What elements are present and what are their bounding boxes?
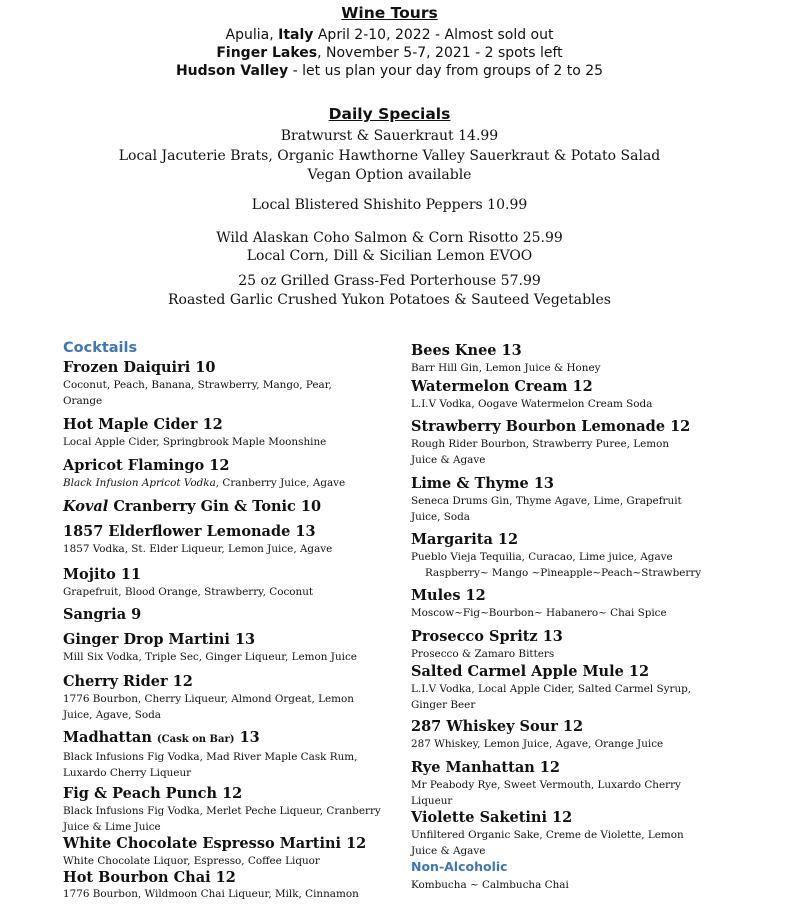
cocktail-desc: Pueblo Vieja Tequilia, Curacao, Lime juice, Agave	[411, 551, 673, 563]
cocktail-desc: Local Apple Cider, Springbrook Maple Moonshine	[63, 436, 327, 448]
cocktail-item	[63, 498, 383, 516]
special-line: Wild Alaskan Coho Salmon & Corn Risotto 25.99	[216, 230, 563, 246]
special-line: Local Blistered Shishito Peppers 10.99	[251, 197, 528, 213]
cocktail-name: Mules 12	[411, 587, 486, 604]
cocktail-name: Strawberry Bourbon Lemonade 12	[411, 418, 691, 435]
cocktail-item	[63, 359, 363, 409]
cocktail-desc: Rough Rider Bourbon, Strawberry Puree, Lemon Juice & Agave	[411, 438, 670, 466]
cocktail-item	[63, 729, 383, 781]
cocktail-item	[63, 416, 383, 450]
cocktail-desc: Moscow~Fig~Bourbon~ Habanero~ Chai Spice	[411, 607, 667, 619]
cocktail-item	[411, 475, 696, 525]
cocktail-name-rest: Cranberry Gin & Tonic 10	[108, 498, 322, 515]
cocktail-item	[63, 835, 393, 869]
cocktail-name: Rye Manhattan 12	[411, 759, 560, 776]
cocktail-name: Sangria 9	[63, 606, 142, 623]
cocktail-desc: Grapefruit, Blood Orange, Strawberry, Coconut	[63, 586, 314, 598]
cocktail-item	[63, 606, 383, 624]
cocktail-item	[411, 663, 711, 713]
cocktail-desc: Seneca Drums Gin, Thyme Agave, Lime, Grapefruit Juice, Soda	[411, 495, 682, 523]
cocktail-name: Cherry Rider 12	[63, 673, 193, 690]
cocktail-desc-italic: Black Infusion Apricot Vodka,	[63, 477, 220, 489]
special-line: Local Corn, Dill & Sicilian Lemon EVOO	[246, 248, 533, 264]
cocktail-desc-flavors: Raspberry~ Mango ~Pineapple~Peach~Strawberry	[425, 567, 702, 579]
tour-finger-lakes	[0, 44, 779, 62]
special-line: Local Jacuterie Brats, Organic Hawthorne Valley Sauerkraut & Potato Salad	[118, 148, 661, 164]
cocktail-name: Lime & Thyme 13	[411, 475, 555, 492]
cocktail-item	[411, 587, 711, 621]
cocktail-name: Frozen Daiquiri 10	[63, 359, 216, 376]
cocktail-item	[411, 628, 711, 662]
cocktail-item	[411, 809, 711, 859]
cocktail-desc: Prosecco & Zamaro Bitters	[411, 648, 555, 660]
cocktail-name: Hot Bourbon Chai 12	[63, 869, 236, 886]
cocktail-name: Violette Saketini 12	[411, 809, 573, 826]
cocktail-item	[411, 378, 711, 412]
cocktail-item	[63, 457, 383, 491]
cocktail-name: Fig & Peach Punch 12	[63, 785, 243, 802]
tour-hudson-valley	[0, 62, 779, 80]
cocktail-desc: Unfiltered Organic Sake, Creme de Violette, Lemon Juice & Agave	[411, 829, 684, 857]
cocktail-desc: Black Infusions Fig Vodka, Merlet Peche Liqueur, Cranberry Juice & Lime Juice	[63, 805, 381, 833]
tour-apulia-details: April 2-10, 2022 - Almost sold out	[313, 27, 554, 43]
cocktail-item	[63, 785, 383, 835]
special-line: 25 oz Grilled Grass-Fed Porterhouse 57.99	[238, 273, 541, 289]
cocktail-item	[411, 418, 696, 468]
tour-finger-lakes-details: , November 5-7, 2021 - 2 spots left	[317, 45, 563, 61]
cocktail-item	[411, 342, 711, 376]
cocktail-name: 1857 Elderflower Lemonade 13	[63, 523, 316, 540]
cocktail-desc: Black Infusions Fig Vodka, Mad River Maple Cask Rum, Luxardo Cherry Liqueur	[63, 751, 358, 779]
cocktail-name: Prosecco Spritz 13	[411, 628, 563, 645]
cocktail-desc: 287 Whiskey, Lemon Juice, Agave, Orange Juice	[411, 738, 664, 750]
cocktail-price: 13	[239, 729, 260, 746]
daily-specials-title: Daily Specials	[328, 105, 451, 123]
special-line: Vegan Option available	[307, 167, 472, 183]
cocktail-desc: White Chocolate Liquor, Espresso, Coffee Liquor	[63, 855, 320, 867]
cocktails-heading: Cocktails	[63, 340, 138, 356]
cocktail-name: Watermelon Cream 12	[411, 378, 593, 395]
cocktail-desc-rest: Cranberry Juice, Agave	[219, 477, 346, 489]
cocktail-name: Salted Carmel Apple Mule 12	[411, 663, 650, 680]
cocktail-item	[411, 531, 731, 581]
cocktail-desc: Mill Six Vodka, Triple Sec, Ginger Liqueur, Lemon Juice	[63, 651, 357, 663]
cocktail-name: 287 Whiskey Sour 12	[411, 718, 584, 735]
cocktail-desc: Barr Hill Gin, Lemon Juice & Honey	[411, 362, 601, 374]
cocktail-name-main: Madhattan	[63, 729, 152, 746]
cocktail-name-italic: Koval	[63, 498, 109, 515]
cocktail-item	[63, 566, 383, 600]
cocktail-item	[63, 673, 375, 723]
cocktail-desc: L.I.V Vodka, Oogave Watermelon Cream Soda	[411, 398, 653, 410]
cocktail-name: Mojito 11	[63, 566, 142, 583]
wine-tours-title: Wine Tours	[341, 4, 438, 22]
cocktail-item	[63, 631, 383, 665]
special-line: Bratwurst & Sauerkraut 14.99	[280, 128, 499, 144]
non-alcoholic-item: Kombucha ~ Calmbucha Chai	[411, 879, 569, 891]
cocktail-desc: L.I.V Vodka, Local Apple Cider, Salted Carmel Syrup, Ginger Beer	[411, 683, 692, 711]
tour-apulia	[0, 26, 779, 44]
cocktail-name: Hot Maple Cider 12	[63, 416, 223, 433]
tour-finger-lakes-place: Finger Lakes	[216, 45, 318, 61]
cocktail-desc: Coconut, Peach, Banana, Strawberry, Mango, Pear, Orange	[63, 379, 332, 407]
cocktail-item	[63, 869, 363, 901]
cocktail-name: Ginger Drop Martini 13	[63, 631, 256, 648]
tour-apulia-place: Apulia,	[225, 27, 279, 43]
cocktail-name	[63, 498, 383, 516]
tour-hudson-valley-place: Hudson Valley	[175, 63, 289, 79]
tour-apulia-country: Italy	[278, 27, 314, 43]
cocktail-item	[411, 759, 711, 809]
tour-hudson-valley-details: - let us plan your day from groups of 2 to 25	[288, 63, 604, 79]
cocktail-desc: 1857 Vodka, St. Elder Liqueur, Lemon Juice, Agave	[63, 543, 333, 555]
cocktail-desc: Mr Peabody Rye, Sweet Vermouth, Luxardo Cherry Liqueur	[411, 779, 681, 807]
cocktail-name: Margarita 12	[411, 531, 519, 548]
cocktail-name-note: (Cask on Bar)	[156, 734, 235, 745]
cocktail-name: White Chocolate Espresso Martini 12	[63, 835, 367, 852]
cocktail-item	[411, 718, 711, 752]
cocktail-desc: 1776 Bourbon, Cherry Liqueur, Almond Orgeat, Lemon Juice, Agave, Soda	[63, 693, 354, 721]
non-alcoholic-heading: Non-Alcoholic	[411, 859, 508, 874]
cocktail-desc: 1776 Bourbon, Wildmoon Chai Liqueur, Milk, Cinnamon	[63, 888, 359, 900]
cocktail-item	[63, 523, 383, 557]
special-line: Roasted Garlic Crushed Yukon Potatoes & Sauteed Vegetables	[168, 292, 611, 308]
cocktail-desc	[63, 475, 383, 491]
cocktail-name	[63, 729, 383, 749]
cocktail-name: Apricot Flamingo 12	[63, 457, 230, 474]
cocktail-name: Bees Knee 13	[411, 342, 522, 359]
